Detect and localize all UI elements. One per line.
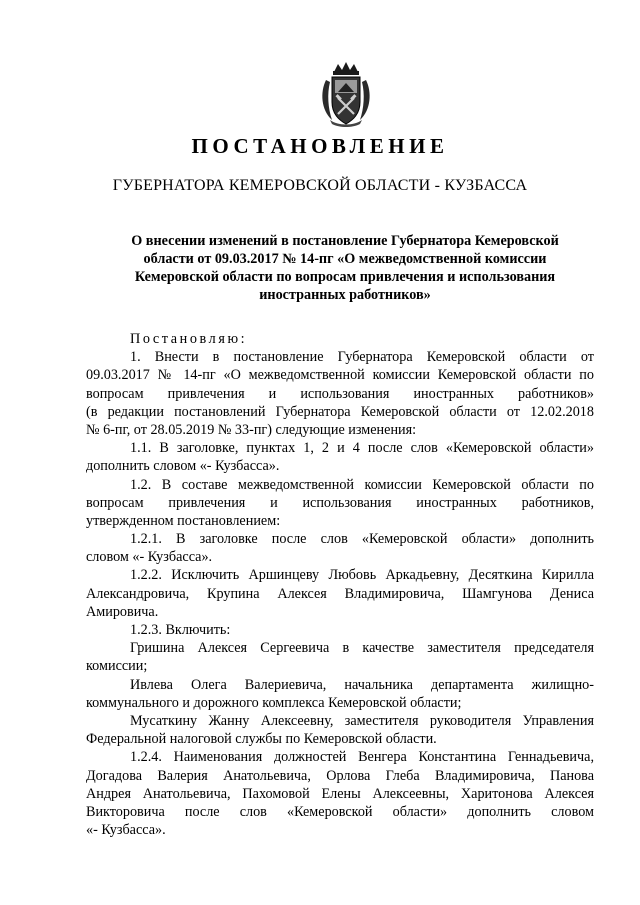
body-line: 1. Внести в постановление Губернатора Кемеровской области от [130,349,594,366]
document-body [86,330,594,839]
body-line: 1.1. В заголовке, пунктах 1, 2 и 4 после слов «Кемеровской области» [130,440,594,457]
body-line: словом «- Кузбасса». [86,549,213,566]
body-line: (в редакции постановлений Губернатора Кемеровской области от 12.02.2018 [86,403,594,420]
subject-line: иностранных работников» [259,287,431,303]
body-line: 1.2. В составе межведомственной комиссии Кемеровской области по [130,476,594,493]
body-line: Федеральной налоговой службы по Кемеровской области. [86,731,437,748]
body-line: Амировича. [86,603,159,620]
body-line: 1.2.2. Исключить Аршинцеву Любовь Аркадьевну, Десяткина Кирилла [130,567,594,584]
body-line: Александровича, Крупина Алексея Владимировича, Шамгунова Дениса [86,585,594,602]
subject-line: Кемеровской области по вопросам привлечения и использования [134,269,556,285]
body-line: Викторовича после слов «Кемеровской области» дополнить словом [86,803,594,820]
body-line: Андрея Анатольевича, Пахомовой Елены Алексеевны, Харитонова Алексея [86,785,594,802]
body-line: Ивлева Олега Валериевича, начальника департамента жилищно- [130,676,594,693]
issuer-heading: ГУБЕРНАТОРА КЕМЕРОВСКОЙ ОБЛАСТИ - КУЗБАССА [112,177,528,194]
body-line: 1.2.1. В заголовке после слов «Кемеровской области» дополнить [130,531,594,548]
subject-line: области от 09.03.2017 № 14-пг «О межведомственной комиссии [143,251,547,267]
body-line: комиссии; [86,658,148,675]
body-line: коммунального и дорожного комплекса Кемеровской области; [86,694,462,711]
body-line: № 6-пг, от 28.05.2019 № 33-пг) следующие изменения: [86,421,417,438]
body-line: вопросам привлечения и использования иностранных работников, [86,494,594,511]
body-line: утвержденном постановлением: [86,512,281,529]
body-line: «- Кузбасса». [86,822,166,839]
body-line: Мусаткину Жанну Алексеевну, заместителя руководителя Управления [130,712,594,729]
body-line: 1.2.4. Наименования должностей Венгера Константина Геннадьевича, [130,749,594,766]
body-line: 09.03.2017 № 14-пг «О межведомственной комиссии Кемеровской области по [86,367,594,384]
subject-line: О внесении изменений в постановление Губернатора Кемеровской [131,233,559,249]
document-type-title: ПОСТАНОВЛЕНИЕ [191,134,449,158]
body-line: Догадова Валерия Анатольевича, Орлова Глеба Владимировича, Панова [86,767,594,784]
subject-heading [110,232,580,304]
body-line: дополнить словом «- Кузбасса». [86,458,280,475]
coat-of-arms-emblem [318,62,374,128]
body-line: Постановляю: [130,331,248,347]
body-line: вопросам привлечения и использования иностранных работников» [86,385,594,402]
body-line: 1.2.3. Включить: [130,622,231,638]
body-line: Гришина Алексея Сергеевича в качестве заместителя председателя [130,640,594,657]
